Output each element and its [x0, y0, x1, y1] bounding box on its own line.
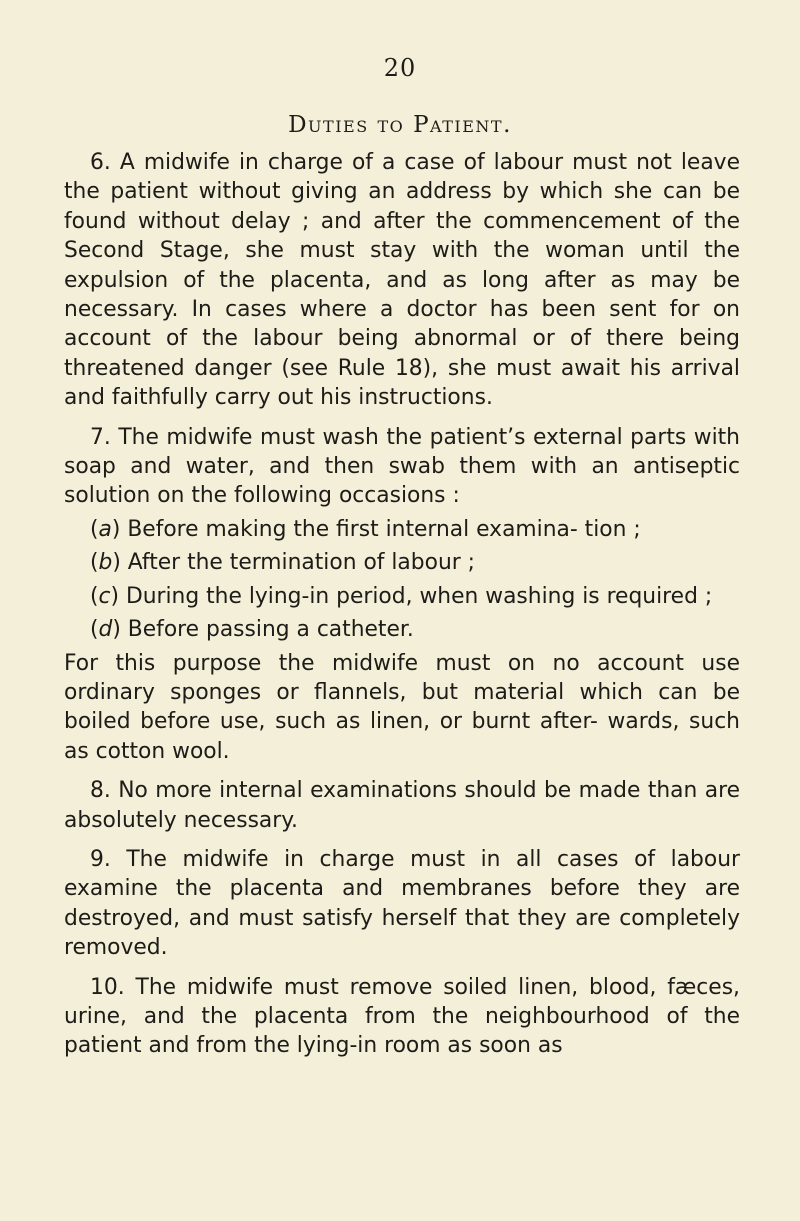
page-number: 20 — [383, 54, 417, 82]
paragraph-6: 6. A midwife in charge of a case of labour must not leave the patient without giving an address by which she can be found without delay ; and after the commencement of the Second Stage, she must stay with the woman until the expulsion of the placenta, and as long after as may be necessary. In cases where a doctor has been sent for on account of the labour being abnormal or of there being threatened danger (see Rule 18), she must await his arrival and faithfully carry out his instructions. — [64, 150, 740, 411]
paragraph-10: 10. The midwife must remove soiled linen, blood, fæces, urine, and the placenta from the neighbourhood of the patient and from the lying-in room as soon as — [64, 974, 740, 1059]
section-heading: Duties to Patient. — [288, 112, 512, 138]
paragraph-7: 7. The midwife must wash the patient’s external parts with soap and water, and then swab them with an antiseptic solution on the following occasions : — [64, 424, 740, 509]
paragraph-7-continued: For this purpose the midwife must on no account use ordinary sponges or flannels, but material which can be boiled before use, such as linen, or burnt after- wards, such as cotton wool. — [64, 650, 740, 764]
list-item-letter: b — [98, 550, 113, 576]
list-item-text: Before making the first internal examina- tion ; — [127, 516, 641, 542]
list-item-letter: a — [98, 516, 112, 542]
list-item-text: During the lying-in period, when washing is required ; — [125, 583, 713, 609]
list-item-b: (b) After the termination of labour ; — [90, 550, 476, 576]
list-item-c: (c) During the lying-in period, when washing is required ; — [90, 583, 713, 609]
paragraph-8: 8. No more internal examinations should be made than are absolutely necessary. — [64, 778, 740, 833]
list-item-a: (a) Before making the first internal examina- tion ; — [90, 516, 641, 542]
paragraph-9: 9. The midwife in charge must in all cases of labour examine the placenta and membranes before they are destroyed, and must satisfy herself that they are completely removed. — [64, 846, 740, 961]
body-text — [64, 148, 740, 1061]
list-item-text: After the termination of labour ; — [127, 550, 476, 576]
list-item-letter: d — [98, 617, 113, 643]
list-item-text: Before passing a catheter. — [127, 617, 414, 643]
list-item-d: (d) Before passing a catheter. — [90, 617, 414, 643]
list-item-letter: c — [98, 583, 111, 609]
